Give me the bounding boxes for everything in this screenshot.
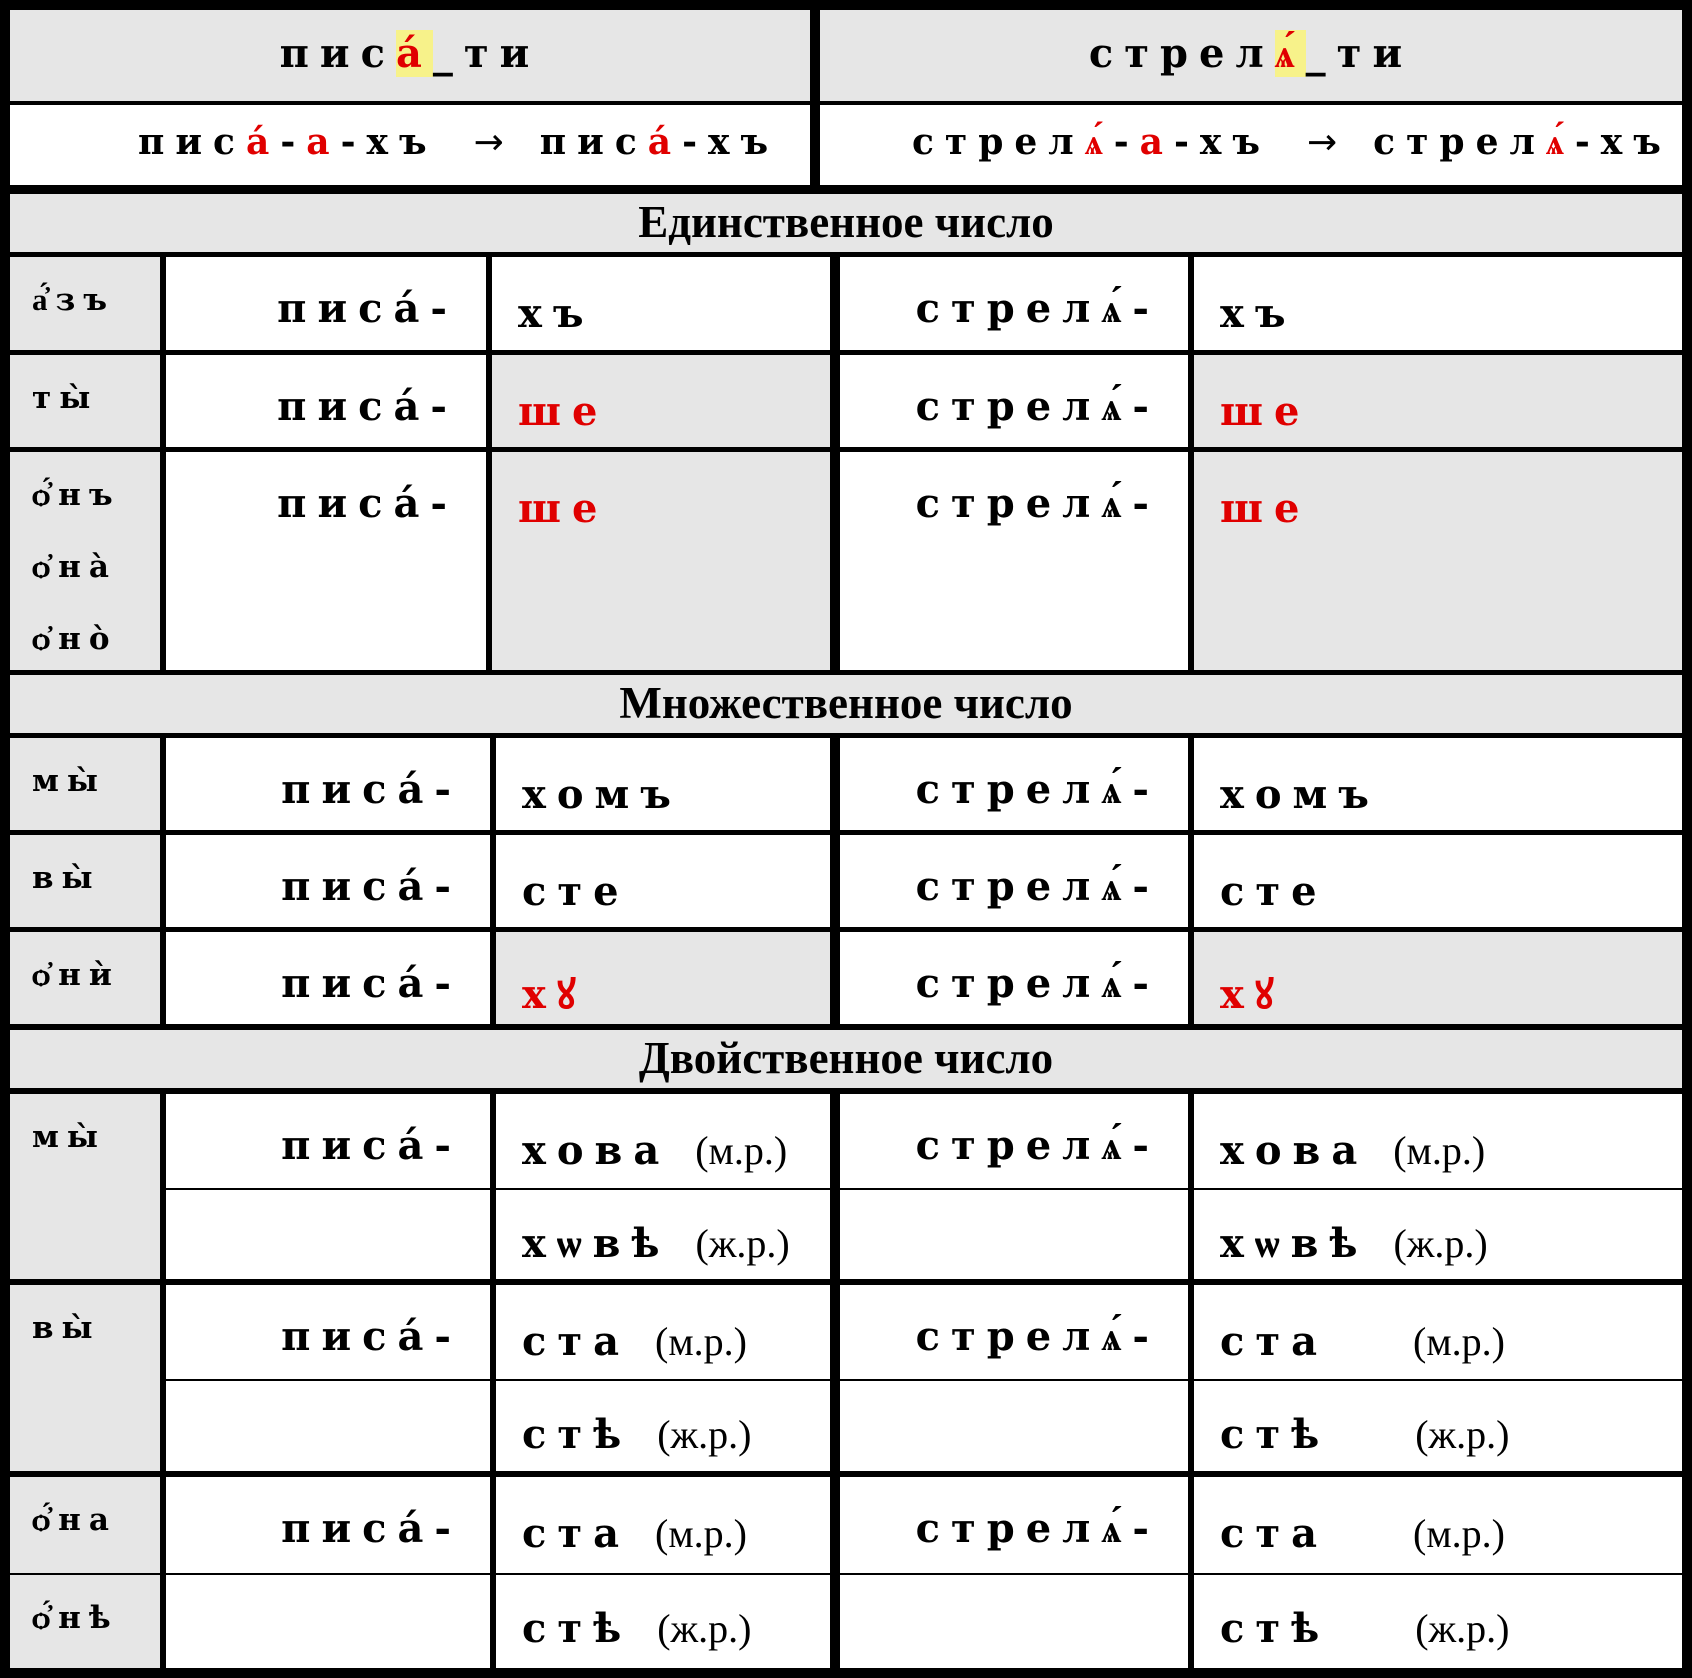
stem-right: стрелѧ́-: [840, 738, 1188, 830]
section-title-plural: Множественное число: [10, 675, 1682, 733]
ending-right-f: хѡвѣ (ж.р.): [1194, 1190, 1682, 1279]
ending-left: хꙋ: [496, 932, 830, 1024]
pronoun-pl1: мы̀: [10, 738, 160, 830]
pronoun-sg3-f: ѻ҆на̀: [32, 549, 117, 585]
empty-cell: [166, 1381, 490, 1471]
stem-right: стрелѧ́-: [840, 835, 1188, 927]
stem-left: писа́-: [166, 1285, 490, 1379]
ending-left: сте: [496, 835, 830, 927]
ending-left: ше: [492, 355, 830, 447]
arrow-icon: →: [473, 122, 504, 163]
pronoun-pl3: ѻ҆нѝ: [10, 932, 160, 1024]
empty-cell: [840, 1190, 1188, 1279]
ending-right-f: стѣ (ж.р.): [1194, 1381, 1682, 1471]
stem-left: писа́-: [166, 932, 490, 1024]
stem-right: стрелѧ́-: [840, 1094, 1188, 1188]
ending-left-m: ста (м.р.): [496, 1285, 830, 1379]
pronoun-du2: вы̀: [10, 1285, 160, 1471]
stem-left: писа́-: [166, 257, 486, 350]
ending-left-m: хова (м.р.): [496, 1094, 830, 1188]
section-title-singular: Единственное число: [10, 194, 1682, 252]
stem-right: стрелѧ́-: [840, 1285, 1188, 1379]
ending-left: ше: [492, 452, 830, 670]
empty-cell: [840, 1575, 1188, 1668]
arrow-icon: →: [1307, 122, 1338, 163]
pronoun-pl2: вы̀: [10, 835, 160, 927]
ending-left: хомъ: [496, 738, 830, 830]
gender-gloss: (м.р.): [655, 1319, 747, 1364]
empty-cell: [840, 1381, 1188, 1471]
stem-right: стрелѧ́-: [840, 452, 1188, 670]
ending-right-m: хова (м.р.): [1194, 1094, 1682, 1188]
pronoun-du1: мы̀: [10, 1094, 160, 1279]
ending-right: хомъ: [1194, 738, 1682, 830]
stem-vowel-highlight: ѧ́: [1274, 30, 1306, 77]
ending-left-f: хѡвѣ (ж.р.): [496, 1190, 830, 1279]
pronoun-du3-m: ѻ҆́на: [10, 1477, 160, 1573]
left-verb-title: писа́_ти: [10, 10, 810, 101]
gender-gloss: (ж.р.): [695, 1221, 790, 1266]
ending-right-m: ста (м.р.): [1194, 1477, 1682, 1573]
empty-cell: [166, 1190, 490, 1279]
stem-right: стрелѧ́-: [840, 257, 1188, 350]
pronoun-sg2: ты̀: [10, 355, 160, 447]
ending-right: хъ: [1194, 257, 1682, 350]
ending-right: сте: [1194, 835, 1682, 927]
pronoun-sg3-n: ѻ҆но̀: [32, 621, 118, 657]
ending-left: хъ: [492, 257, 830, 350]
stem-left: писа́-: [166, 835, 490, 927]
ending-left-f: стѣ (ж.р.): [496, 1575, 830, 1668]
stem-right: стрелѧ́-: [840, 1477, 1188, 1573]
stem-left: писа́-: [166, 738, 490, 830]
gender-gloss: (м.р.): [1393, 1128, 1486, 1173]
gender-gloss: (м.р.): [1413, 1319, 1505, 1364]
stem-right: стрелѧ́-: [840, 355, 1188, 447]
gender-gloss: (м.р.): [1413, 1511, 1505, 1556]
gender-gloss: (ж.р.): [657, 1606, 752, 1651]
stem-vowel-highlight: а́: [395, 30, 433, 77]
ending-right: хꙋ: [1194, 932, 1682, 1024]
right-verb-title: стрелѧ́_ти: [820, 10, 1682, 101]
section-title-dual: Двойственное число: [10, 1030, 1682, 1088]
gender-gloss: (ж.р.): [1415, 1412, 1510, 1457]
stem-left: писа́-: [166, 355, 486, 447]
empty-cell: [166, 1575, 490, 1668]
right-contraction-rule: стрелѧ́-а-хъ → стрелѧ́-хъ: [820, 105, 1682, 185]
pronoun-sg3-m: ѻ҆́нъ: [32, 477, 121, 513]
pronoun-sg3: [10, 452, 160, 670]
left-contraction-rule: писа́-а-хъ → писа́-хъ: [10, 105, 810, 185]
gender-gloss: (ж.р.): [1415, 1606, 1510, 1651]
pronoun-du3-f: ѻ҆́нѣ: [10, 1575, 160, 1668]
stem-left: писа́-: [166, 1094, 490, 1188]
stem-left: писа́-: [166, 452, 486, 670]
ending-right: ше: [1194, 452, 1682, 670]
ending-right: ше: [1194, 355, 1682, 447]
gender-gloss: (ж.р.): [657, 1412, 752, 1457]
ending-right-m: ста (м.р.): [1194, 1285, 1682, 1379]
ending-left-m: ста (м.р.): [496, 1477, 830, 1573]
gender-gloss: (м.р.): [655, 1511, 747, 1556]
ending-right-f: стѣ (ж.р.): [1194, 1575, 1682, 1668]
pronoun-sg1: а҆́зъ: [10, 257, 160, 350]
gender-gloss: (ж.р.): [1393, 1221, 1488, 1266]
stem-right: стрелѧ́-: [840, 932, 1188, 1024]
stem-left: писа́-: [166, 1477, 490, 1573]
gender-gloss: (м.р.): [695, 1128, 788, 1173]
ending-left-f: стѣ (ж.р.): [496, 1381, 830, 1471]
